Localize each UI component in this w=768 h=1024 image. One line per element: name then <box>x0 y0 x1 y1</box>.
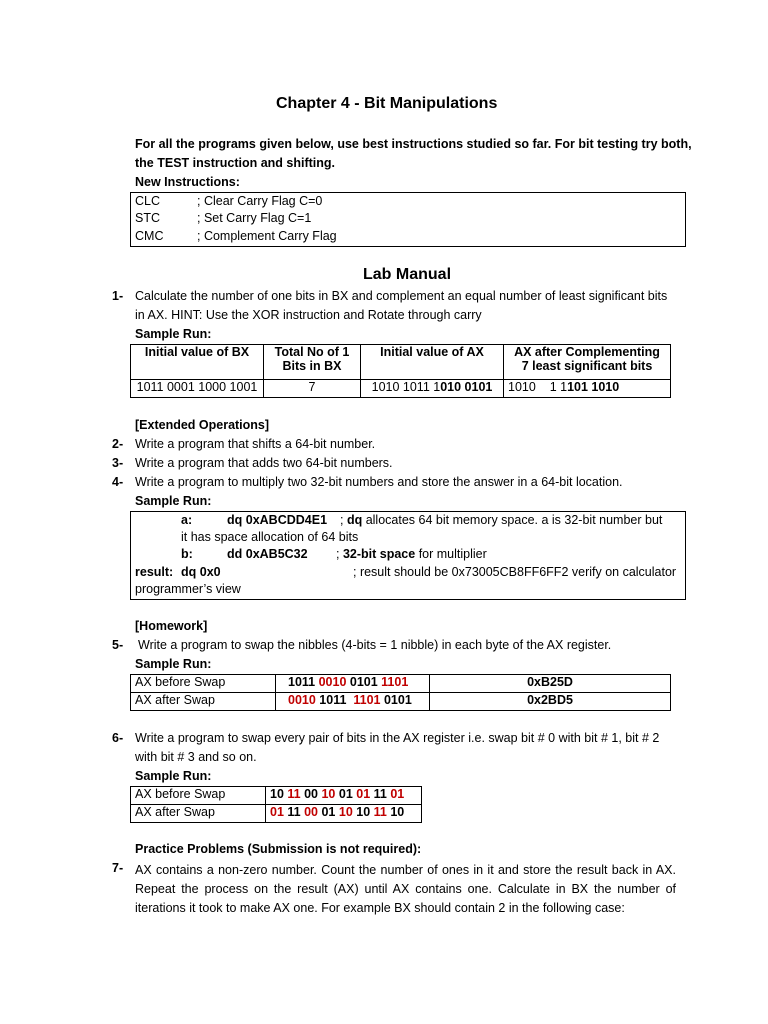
code-comment: programmer’s view <box>135 582 241 596</box>
instr-op: CLC <box>135 194 161 208</box>
table-header-cell: AX after Complementing 7 least significant bits <box>504 345 671 380</box>
question-number: 5- <box>112 638 124 652</box>
extended-operations-label: [Extended Operations] <box>135 418 270 432</box>
q1-line-2: in AX. HINT: Use the XOR instruction and Rotate through carry <box>135 308 482 322</box>
page-title: Chapter 4 - Bit Manipulations <box>276 95 498 112</box>
q6-line-1: Write a program to swap every pair of bits in the AX register i.e. swap bit # 0 with bit # 1, bit # 2 <box>135 731 660 745</box>
q6-sample-table <box>130 786 422 823</box>
table-cell: 10 11 00 10 01 01 11 01 <box>266 787 422 805</box>
question-number: 6- <box>112 731 124 745</box>
table-row <box>131 380 671 398</box>
question-number: 2- <box>112 437 124 451</box>
table-cell: 1010 1 1101 1010 <box>504 380 671 398</box>
table-row <box>131 693 671 711</box>
table-header-cell: Initial value of BX <box>131 345 264 380</box>
q4-text: Write a program to multiply two 32-bit numbers and store the answer in a 64-bit location. <box>135 475 623 489</box>
table-cell: AX before Swap <box>131 787 266 805</box>
code-label: result: <box>135 565 174 579</box>
new-instructions-label: New Instructions: <box>135 175 240 189</box>
sample-run-label: Sample Run: <box>135 657 212 671</box>
question-number: 3- <box>112 456 124 470</box>
code-declaration: dq 0xABCDD4E1 <box>227 513 328 527</box>
intro-line-1: For all the programs given below, use best instructions studied so far. For bit testing try both, <box>135 137 692 151</box>
table-cell: 7 <box>264 380 361 398</box>
q6-line-2: with bit # 3 and so on. <box>135 750 257 764</box>
table-cell: AX after Swap <box>131 805 266 823</box>
table-cell: 0xB25D <box>430 675 671 693</box>
q2-text: Write a program that shifts a 64-bit number. <box>135 437 376 451</box>
table-cell: AX after Swap <box>131 693 276 711</box>
table-cell: 1010 1011 1010 0101 <box>361 380 504 398</box>
sample-run-label: Sample Run: <box>135 327 212 341</box>
instr-desc: ; Complement Carry Flag <box>197 229 337 243</box>
homework-label: [Homework] <box>135 619 208 633</box>
instr-desc: ; Set Carry Flag C=1 <box>197 211 312 225</box>
code-label: b: <box>181 547 193 561</box>
code-declaration: dq 0x0 <box>181 565 221 579</box>
sample-run-label: Sample Run: <box>135 769 212 783</box>
code-comment: ; result should be 0x73005CB8FF6FF2 verify on calculator <box>353 565 677 579</box>
table-row <box>131 675 671 693</box>
intro-line-2: the TEST instruction and shifting. <box>135 156 335 170</box>
table-header-row <box>131 345 671 380</box>
table-header-cell: Initial value of AX <box>361 345 504 380</box>
q1-sample-table <box>130 344 671 398</box>
code-comment: it has space allocation of 64 bits <box>181 530 359 544</box>
question-number: 4- <box>112 475 124 489</box>
table-cell: AX before Swap <box>131 675 276 693</box>
q5-sample-table <box>130 674 671 711</box>
table-cell: 0x2BD5 <box>430 693 671 711</box>
q1-line-1: Calculate the number of one bits in BX and complement an equal number of least significant bits <box>135 289 668 303</box>
table-row <box>131 787 422 805</box>
code-comment: ; 32-bit space for multiplier <box>336 547 487 561</box>
code-label: a: <box>181 513 193 527</box>
table-row <box>131 805 422 823</box>
instructions-box <box>130 192 686 247</box>
table-cell: 01 11 00 01 10 10 11 10 <box>266 805 422 823</box>
instr-desc: ; Clear Carry Flag C=0 <box>197 194 323 208</box>
instr-op: CMC <box>135 229 164 243</box>
practice-problems-label: Practice Problems (Submission is not required): <box>135 842 422 856</box>
table-cell: 1011 0001 1000 1001 <box>131 380 264 398</box>
instr-op: STC <box>135 211 160 225</box>
code-declaration: dd 0xAB5C32 <box>227 547 308 561</box>
q5-text: Write a program to swap the nibbles (4-bits = 1 nibble) in each byte of the AX register. <box>138 638 612 652</box>
table-cell: 1011 0010 0101 1101 <box>276 675 430 693</box>
code-comment: ; dq allocates 64 bit memory space. a is 32-bit number but <box>340 513 663 527</box>
table-header-cell: Total No of 1 Bits in BX <box>264 345 361 380</box>
table-cell: 0010 1011 1101 0101 <box>276 693 430 711</box>
lab-manual-title: Lab Manual <box>363 266 452 283</box>
sample-run-label: Sample Run: <box>135 494 212 508</box>
question-number: 1- <box>112 289 124 303</box>
code-sample-box <box>130 511 686 600</box>
q7-text: AX contains a non-zero number. Count the number of ones in it and store the result back in AX. Repeat the process on the result (AX) until AX contains one. Calculate in BX the number of iterations it took to make AX one. For example BX should contain 2 in the following case: <box>135 863 676 915</box>
q3-text: Write a program that adds two 64-bit numbers. <box>135 456 393 470</box>
question-number: 7- <box>112 861 124 875</box>
